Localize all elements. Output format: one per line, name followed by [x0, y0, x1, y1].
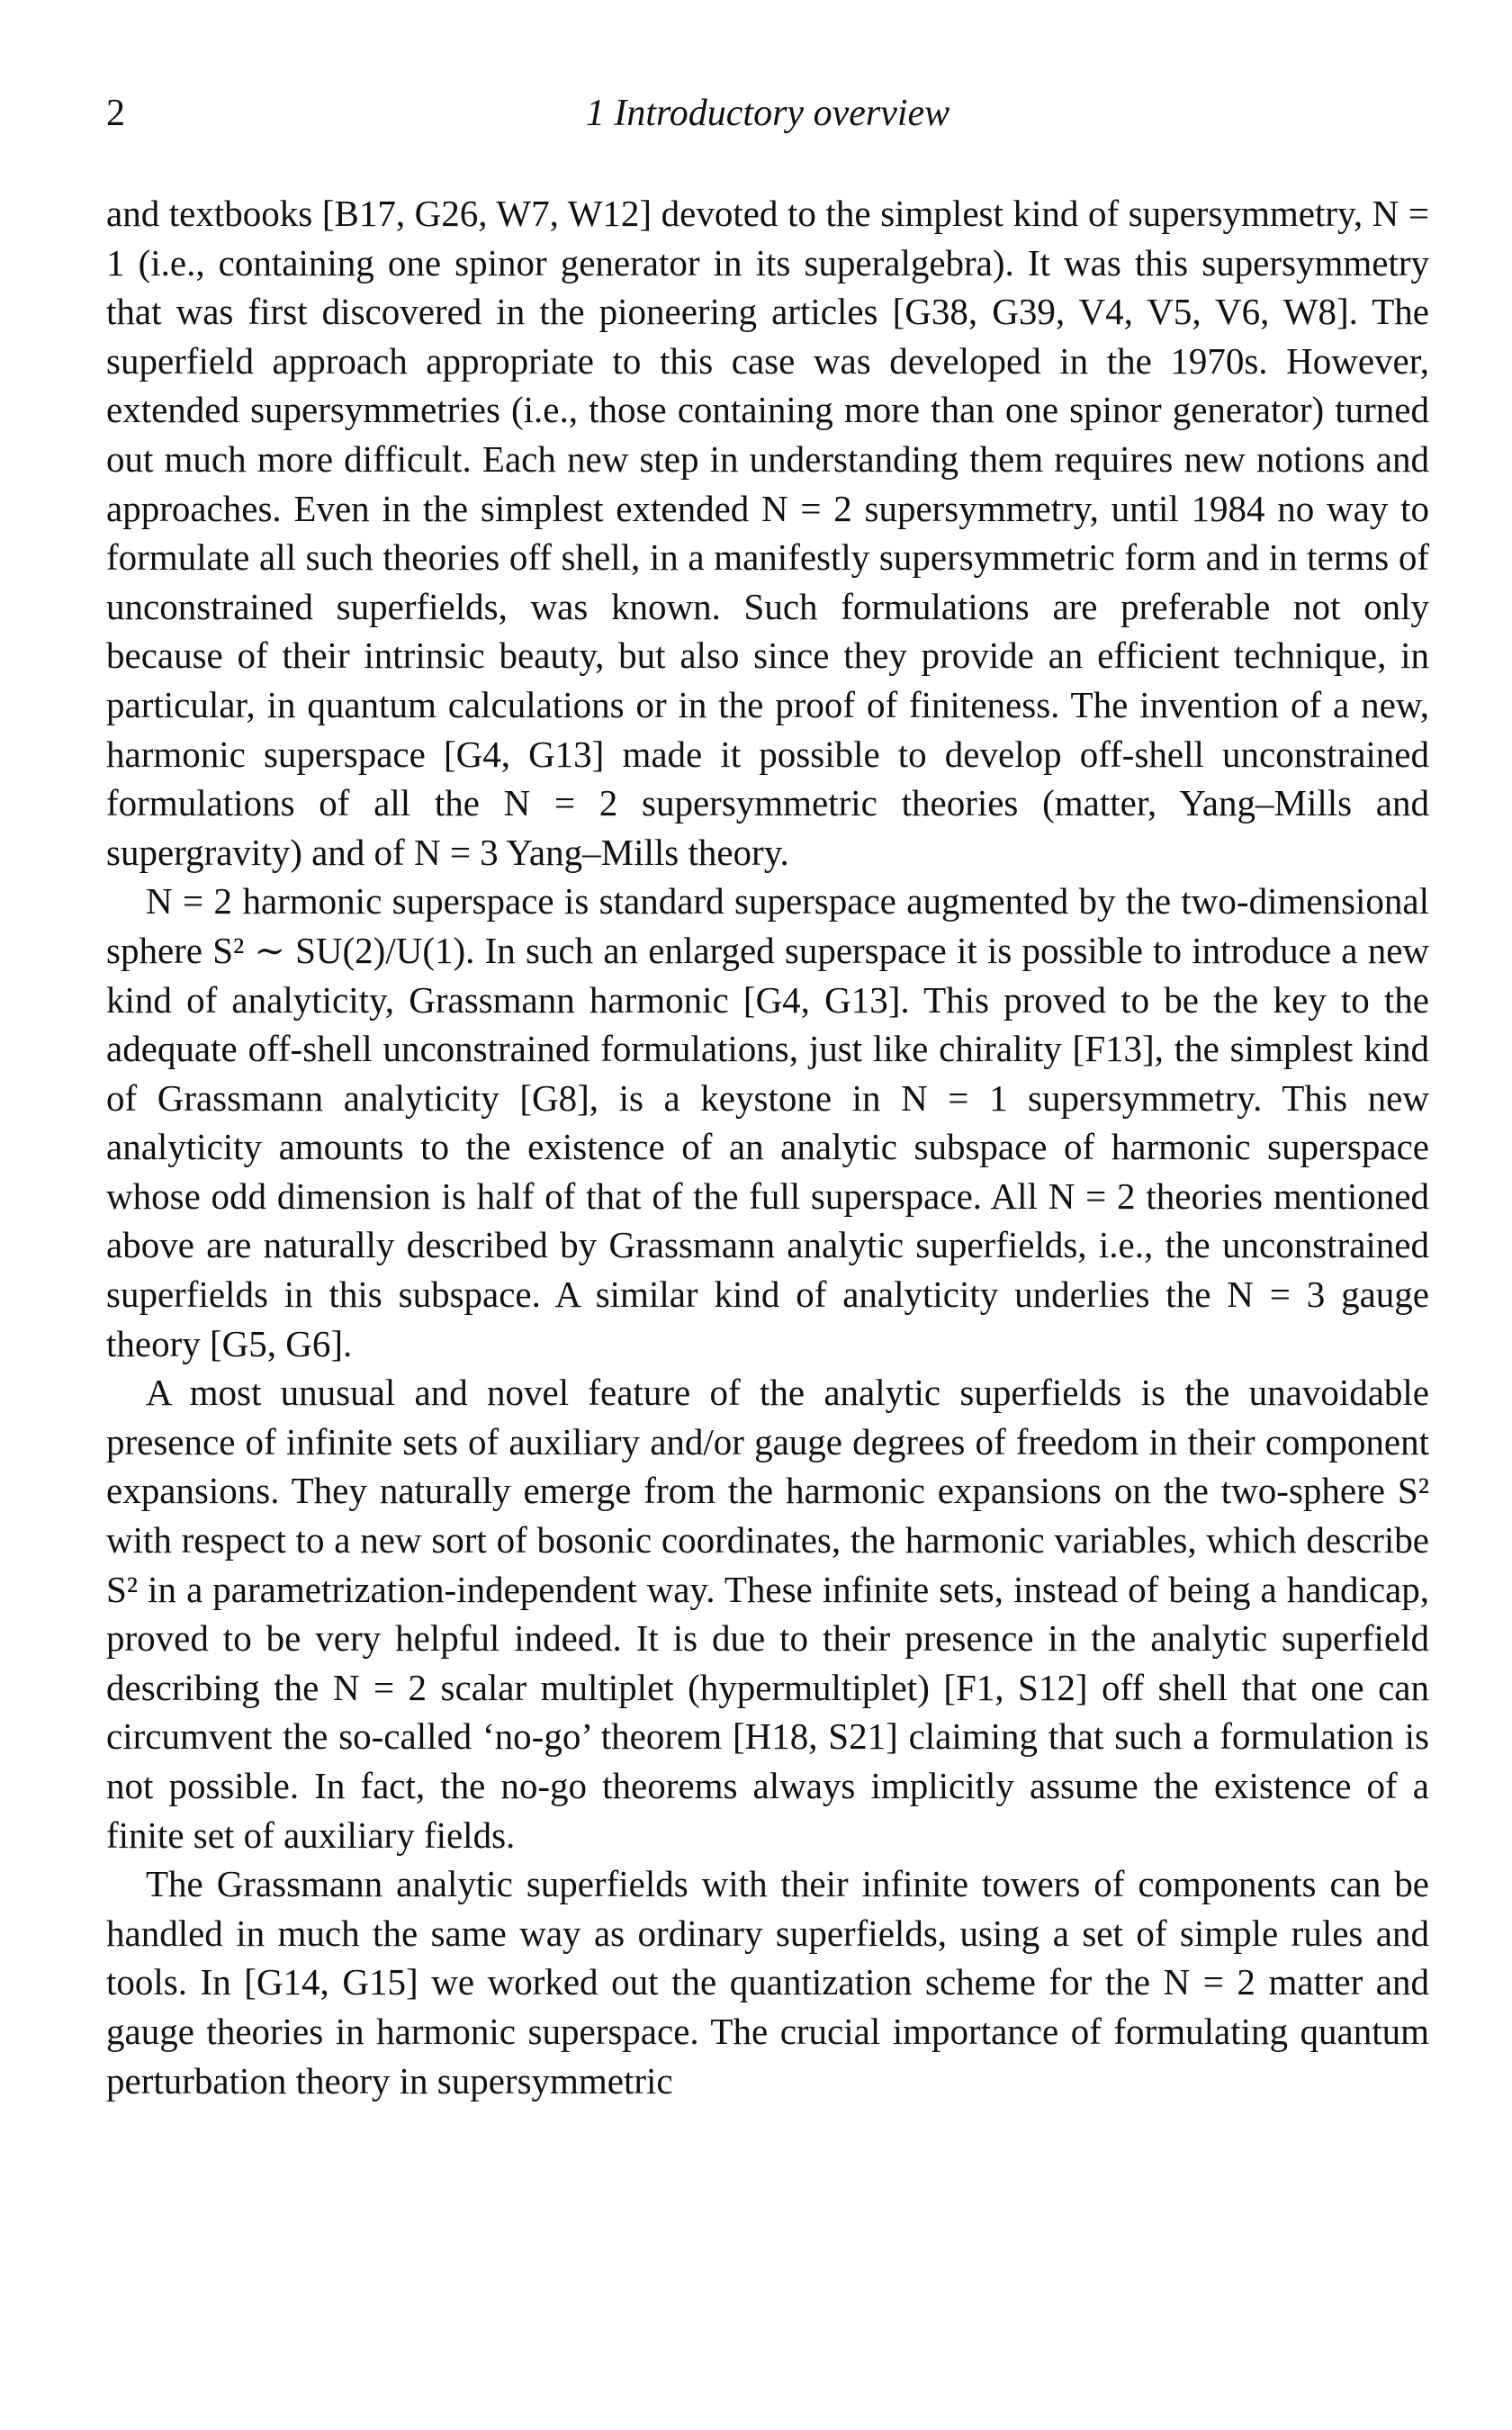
paragraph-3: A most unusual and novel feature of the analytic superfields is the unavoidable presence of infinite sets of auxiliary and/or gauge degrees of freedom in their component expansions. They naturally emerge from the harmonic expansions on the two-sphere S² with respect to a new sort of bosonic coordinates, the harmonic variables, which describe S² in a parametrization-independent way. These infinite sets, instead of being a handicap, proved to be very helpful indeed. It is due to their presence in the analytic superfield describing the N = 2 scalar multiplet (hypermultiplet) [F1, S12] off shell that one can circumvent the so-called ‘no-go’ theorem [H18, S21] claiming that such a formulation is not possible. In fact, the no-go theorems always implicitly assume the existence of a finite set of auxiliary fields. [106, 1372, 1429, 1856]
paragraph-1: and textbooks [B17, G26, W7, W12] devoted to the simplest kind of supersymmetry, N = 1 (i.e., containing one spinor generator in its superalgebra). It was this supersymmetry that was first discovered in the pioneering articles [G38, G39, V4, V5, V6, W8]. The superfield approach appropriate to this case was developed in the 1970s. However, extended supersymmetries (i.e., those containing more than one spinor generator) turned out much more difficult. Each new step in understanding them requires new notions and approaches. Even in the simplest extended N = 2 supersymmetry, until 1984 no way to formulate all such theories off shell, in a manifestly supersymmetric form and in terms of unconstrained superfields, was known. Such formulations are preferable not only because of their intrinsic beauty, but also since they provide an efficient technique, in particular, in quantum calculations or in the proof of finiteness. The invention of a new, harmonic superspace [G4, G13] made it possible to develop off-shell unconstrained formulations of all the N = 2 supersymmetric theories (matter, Yang–Mills and supergravity) and of N = 3 Yang–Mills theory. [106, 193, 1429, 873]
body-text [106, 189, 1429, 2105]
paragraph-2: N = 2 harmonic superspace is standard superspace augmented by the two-dimensional sphere S² ∼ SU(2)/U(1). In such an enlarged superspace it is possible to introduce a new kind of analyticity, Grassmann harmonic [G4, G13]. This proved to be the key to the adequate off-shell unconstrained formulations, just like chirality [F13], the simplest kind of Grassmann analyticity [G8], is a keystone in N = 1 supersymmetry. This new analyticity amounts to the existence of an analytic subspace of harmonic superspace whose odd dimension is half of that of the full superspace. All N = 2 theories mentioned above are naturally described by Grassmann analytic superfields, i.e., the unconstrained superfields in this subspace. A similar kind of analyticity underlies the N = 3 gauge theory [G5, G6]. [106, 880, 1429, 1364]
page-number: 2 [106, 93, 125, 134]
running-head [106, 86, 1429, 140]
chapter-title: 1 Introductory overview [585, 93, 950, 134]
paragraph-4: The Grassmann analytic superfields with their infinite towers of components can be handled in much the same way as ordinary superfields, using a set of simple rules and tools. In [G14, G15] we worked out the quantization scheme for the N = 2 matter and gauge theories in harmonic superspace. The crucial importance of formulating quantum perturbation theory in supersymmetric [106, 1863, 1429, 2102]
